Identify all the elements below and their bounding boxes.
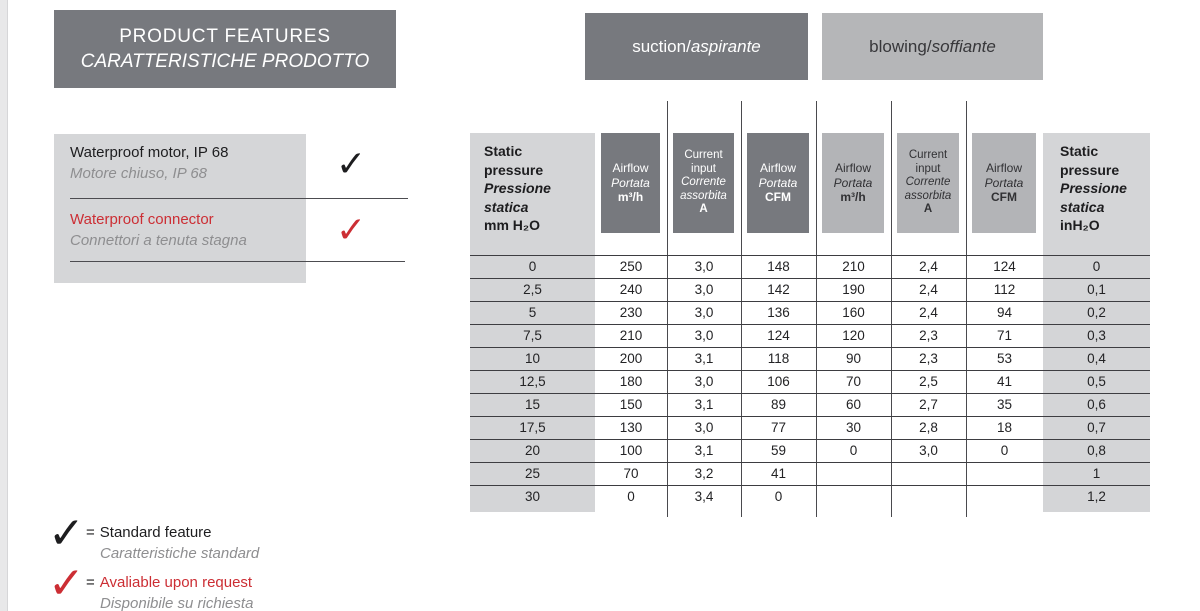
- table-cell: 0,5: [1087, 374, 1106, 389]
- table-cell: 190: [842, 282, 865, 297]
- table-cell: 3,1: [694, 397, 714, 412]
- column-header-blowing-airflow-cfm: [972, 133, 1036, 233]
- column-header-line: CFM: [765, 190, 791, 205]
- table-cell: 17,5: [519, 420, 546, 435]
- feature-label-waterproof-motor: Waterproof motor, IP 68: [70, 144, 229, 161]
- table-cell: 3,0: [694, 282, 714, 297]
- table-cell: 3,1: [694, 351, 714, 366]
- column-header-line: pressure: [484, 161, 544, 178]
- table-cell: 100: [619, 443, 643, 458]
- table-cell: 2,3: [919, 328, 938, 343]
- table-cell: 3,1: [694, 443, 714, 458]
- table-cell: 2,5: [919, 374, 938, 389]
- column-header-line: Current: [908, 149, 948, 162]
- column-header-static-pressure-left: [484, 142, 551, 235]
- table-cell: 90: [845, 351, 862, 366]
- product-features-header: [54, 10, 396, 88]
- equals-sign: =: [86, 574, 95, 591]
- table-cell: 3,0: [694, 420, 714, 435]
- table-cell: 230: [619, 305, 643, 320]
- column-header-line: pressure: [1060, 161, 1120, 178]
- table-cell: 210: [842, 259, 865, 274]
- table-cell: 0: [627, 489, 635, 504]
- table-cell: 94: [996, 305, 1013, 320]
- column-header-line: Portata: [833, 175, 873, 190]
- column-header-line: Pressione: [484, 180, 551, 196]
- feature-sublabel-waterproof-connector: Connettori a tenuta stagna: [70, 232, 247, 249]
- column-header-line: input: [691, 162, 716, 175]
- feature-divider: [70, 198, 408, 199]
- legend-request-line-it: Disponibile su richiesta: [100, 595, 254, 611]
- table-cell: 41: [770, 466, 787, 481]
- product-features-title-it: CARATTERISTICHE PRODOTTO: [80, 50, 370, 72]
- table-cell: [816, 486, 891, 508]
- column-header-suction-current-input-a: [673, 133, 734, 233]
- table-cell: 89: [770, 397, 787, 412]
- table-cell: 1,2: [1087, 489, 1106, 504]
- table-cell: 150: [619, 397, 643, 412]
- table-cell: 20: [524, 443, 541, 458]
- table-cell: 0,1: [1087, 282, 1106, 297]
- column-header-line: m³/h: [617, 190, 644, 205]
- table-cell: [891, 486, 966, 508]
- blowing-label-it: soffiante: [931, 36, 996, 56]
- table-cell: 0,6: [1087, 397, 1106, 412]
- table-cell: 70: [623, 466, 639, 481]
- table-cell: 200: [619, 351, 643, 366]
- table-cell: 15: [524, 397, 541, 412]
- table-cell: 2,8: [919, 420, 938, 435]
- column-header-line: Airflow: [834, 161, 871, 176]
- column-header-line: Airflow: [985, 161, 1022, 176]
- column-header-line: assorbita: [680, 189, 727, 202]
- table-cell: 250: [619, 259, 643, 274]
- column-header-line: Static: [484, 143, 523, 159]
- table-cell: 148: [767, 259, 790, 274]
- column-header-line: mm H₂O: [484, 217, 541, 233]
- table-cell: 5: [528, 305, 537, 320]
- table-cell: 0: [528, 259, 537, 274]
- legend-standard-line-it: Caratteristiche standard: [100, 545, 260, 562]
- table-cell: 118: [767, 351, 790, 366]
- table-cell: 2,4: [919, 259, 938, 274]
- column-header-suction-airflow-cfm: [747, 133, 809, 233]
- table-cell: 124: [767, 328, 790, 343]
- table-cell: 2,4: [919, 305, 938, 320]
- table-cell: 0,2: [1087, 305, 1106, 320]
- column-header-blowing-current-input-a: [897, 133, 959, 233]
- check-icon: ✓: [336, 143, 367, 184]
- table-cell: 3,2: [694, 466, 714, 481]
- column-header-line: assorbita: [904, 189, 952, 202]
- table-cell: 1: [1092, 466, 1101, 481]
- table-cell: 112: [993, 282, 1016, 297]
- feature-sublabel-waterproof-motor: Motore chiuso, IP 68: [70, 165, 208, 182]
- column-header-line: Airflow: [612, 161, 649, 176]
- table-cell: 10: [524, 351, 541, 366]
- table-cell: 18: [996, 420, 1013, 435]
- column-header-line: CFM: [991, 190, 1017, 205]
- table-cell: 142: [767, 282, 790, 297]
- table-cell: 3,4: [694, 489, 714, 504]
- blowing-label-en: blowing: [869, 36, 927, 56]
- table-cell: 2,4: [919, 282, 938, 297]
- table-cell: 0,3: [1087, 328, 1106, 343]
- legend-standard-line-en: = Standard feature: [86, 524, 212, 541]
- table-cell: [966, 486, 1043, 508]
- column-header-suction-airflow-m3h: [601, 133, 660, 233]
- table-cell: 77: [770, 420, 787, 435]
- table-cell: 30: [524, 489, 541, 504]
- feature-divider: [70, 261, 405, 262]
- table-cell: 240: [619, 282, 643, 297]
- page-edge-strip: [0, 0, 8, 611]
- table-cell: 180: [619, 374, 643, 389]
- table-cell: 106: [767, 374, 790, 389]
- table-cell: 30: [845, 420, 862, 435]
- column-header-line: Portata: [611, 175, 650, 190]
- table-cell: 12,5: [519, 374, 546, 389]
- table-cell: 70: [845, 374, 862, 389]
- column-header-blowing-airflow-m3h: [822, 133, 884, 233]
- table-cell: 160: [842, 305, 865, 320]
- table-cell: 3,0: [694, 374, 714, 389]
- column-header-line: Pressione: [1060, 180, 1127, 196]
- column-header-static-pressure-right: [1060, 142, 1127, 235]
- table-cell: 0,7: [1087, 420, 1106, 435]
- table-cell: 60: [845, 397, 862, 412]
- table-cell: 0: [849, 443, 858, 458]
- check-icon: ✓: [336, 209, 367, 250]
- feature-label-waterproof-connector: Waterproof connector: [70, 211, 214, 228]
- table-cell: [816, 463, 891, 485]
- table-cell: 0: [774, 489, 783, 504]
- column-header-line: Static: [1060, 143, 1099, 159]
- separator: /: [686, 36, 691, 56]
- table-cell: 3,0: [694, 328, 714, 343]
- table-cell: 3,0: [694, 259, 714, 274]
- table-cell: 0: [1000, 443, 1009, 458]
- check-icon: ✓: [48, 509, 85, 558]
- column-header-line: inH₂O: [1060, 217, 1100, 233]
- column-header-line: A: [699, 203, 708, 216]
- product-features-title-en: PRODUCT FEATURES: [119, 25, 331, 47]
- table-cell: 35: [996, 397, 1013, 412]
- column-header-line: m³/h: [840, 190, 866, 205]
- table-cell: 7,5: [523, 328, 542, 343]
- table-cell: 0,8: [1087, 443, 1106, 458]
- legend-standard-feature: [86, 524, 259, 562]
- table-cell: 2,3: [919, 351, 938, 366]
- table-cell: 3,0: [919, 443, 938, 458]
- table-cell: [891, 463, 966, 485]
- check-icon: ✓: [48, 559, 85, 608]
- column-header-line: A: [923, 203, 933, 216]
- table-cell: 124: [993, 259, 1016, 274]
- column-header-line: Corrente: [681, 176, 726, 189]
- table-cell: 53: [996, 351, 1013, 366]
- column-header-line: Airflow: [759, 161, 796, 176]
- suction-label-it: aspirante: [690, 36, 761, 56]
- column-header-line: Portata: [984, 175, 1024, 190]
- column-header-line: Portata: [758, 175, 798, 190]
- equals-sign: =: [86, 524, 95, 541]
- table-cell: 120: [842, 328, 865, 343]
- column-header-line: Corrente: [905, 176, 951, 189]
- table-cell: 2,5: [523, 282, 542, 297]
- table-cell: 25: [524, 466, 541, 481]
- table-cell: 0,4: [1087, 351, 1106, 366]
- suction-label-en: suction: [632, 36, 687, 56]
- table-cell: 136: [767, 305, 790, 320]
- table-cell: 210: [619, 328, 643, 343]
- table-cell: [966, 463, 1043, 485]
- table-cell: 0: [1092, 259, 1101, 274]
- table-cell: 3,0: [694, 305, 714, 320]
- separator: /: [926, 36, 932, 56]
- column-header-line: Current: [684, 149, 723, 162]
- table-cell: 59: [770, 443, 787, 458]
- performance-table: [470, 0, 1150, 530]
- table-cell: 130: [619, 420, 643, 435]
- column-header-line: statica: [484, 198, 529, 215]
- column-header-line: input: [915, 162, 941, 175]
- legend-request-line-en: = Avaliable upon request: [86, 574, 253, 591]
- legend-available-upon-request: [86, 574, 253, 611]
- table-cell: 71: [996, 328, 1013, 343]
- table-cell: 2,7: [919, 397, 938, 412]
- table-cell: 41: [996, 374, 1013, 389]
- column-header-line: statica: [1060, 198, 1105, 215]
